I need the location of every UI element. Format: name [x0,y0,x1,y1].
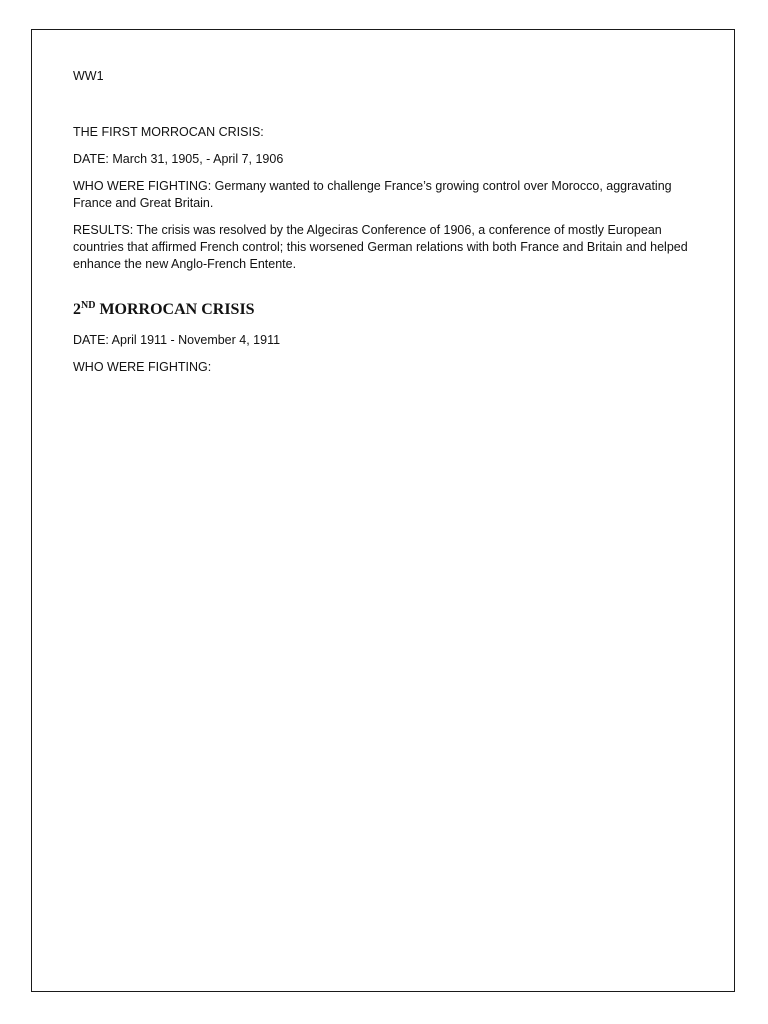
first-crisis-who: WHO WERE FIGHTING: Germany wanted to challenge France’s growing control over Morocco, aggravating France and Great Britain. [73,179,672,210]
first-crisis-heading: THE FIRST MORROCAN CRISIS: [73,125,264,139]
first-crisis-date: DATE: March 31, 1905, - April 7, 1906 [73,152,284,166]
second-crisis-date: DATE: April 1911 - November 4, 1911 [73,333,281,347]
second-crisis-heading-suffix: ND [81,300,96,311]
second-crisis-who: WHO WERE FIGHTING: [73,360,212,374]
second-crisis-heading-text: MORROCAN CRISIS [95,301,255,318]
second-crisis-heading [73,300,698,320]
document-body[interactable] [73,68,698,386]
first-crisis-results: RESULTS: The crisis was resolved by the Algeciras Conference of 1906, a conference of mostly European countries that affirmed French control; this worsened German relations with both France and Britain and helped enhance the new Anglo-French Entente. [73,223,688,271]
document-page [31,29,735,992]
second-crisis-heading-number: 2 [73,301,81,318]
document-title: WW1 [73,69,104,83]
